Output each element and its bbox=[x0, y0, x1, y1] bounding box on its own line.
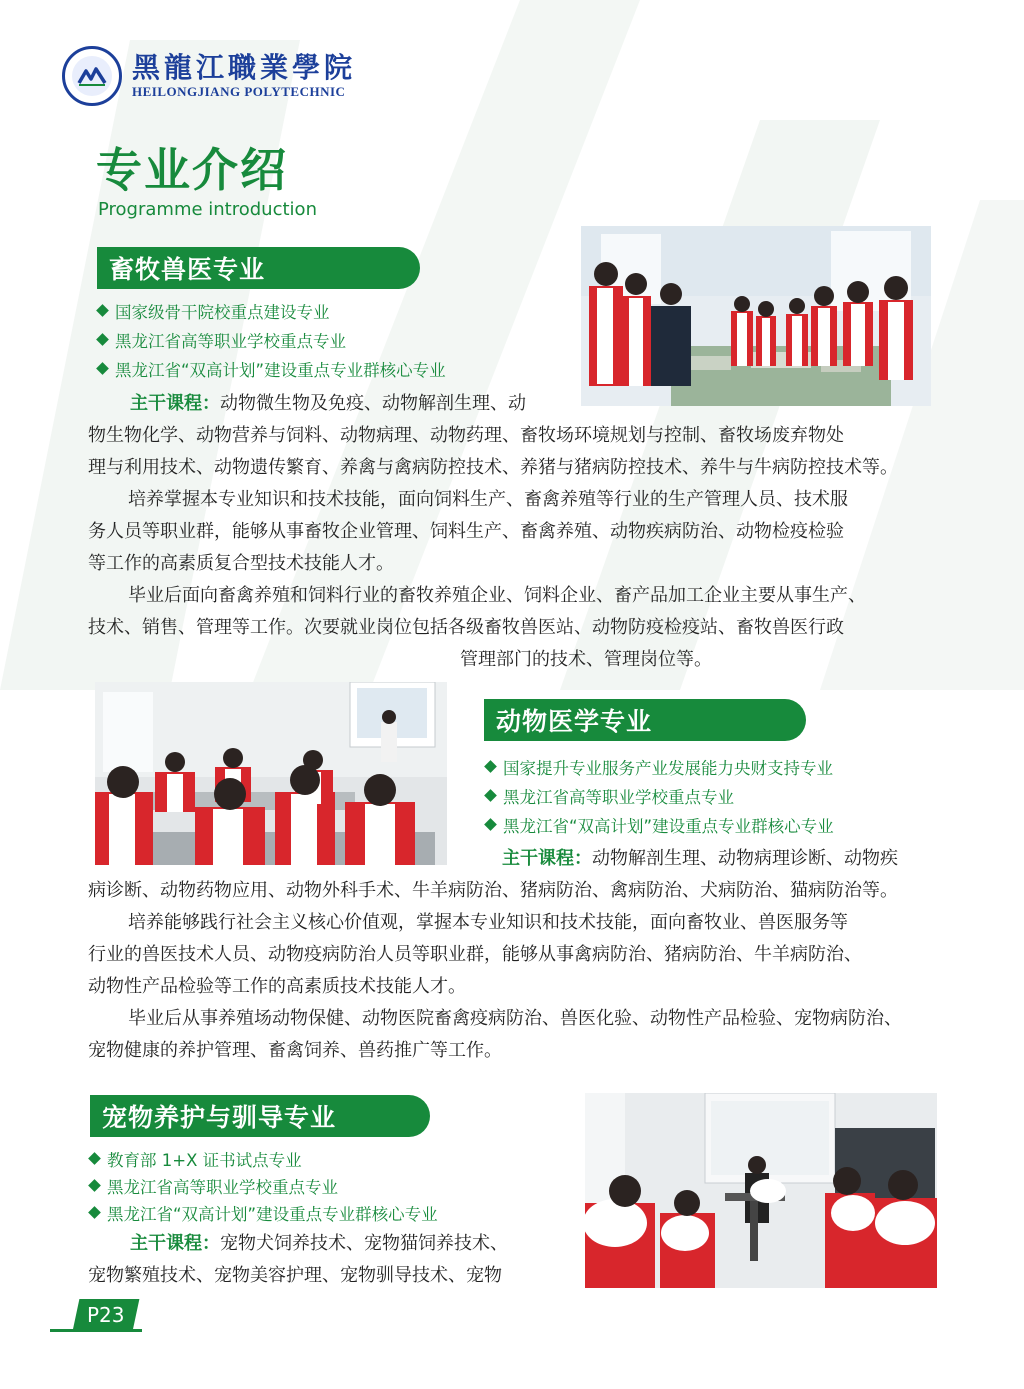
body-line: 培养掌握本专业知识和技术技能，面向饲料生产、畜禽养殖等行业的生产管理人员、技术服 bbox=[128, 489, 848, 510]
college-seal-icon bbox=[62, 46, 122, 106]
bullet-item: 黑龙江省高等职业学校重点专业 bbox=[484, 781, 834, 810]
college-logo bbox=[62, 44, 356, 108]
section-bullets-animal-husbandry bbox=[96, 296, 446, 383]
body-line: 毕业后面向畜禽养殖和饲料行业的畜牧养殖企业、饲料企业、畜产品加工企业主要从事生产、 bbox=[128, 585, 866, 606]
photo-pet-grooming-class bbox=[585, 1093, 937, 1288]
body-line: 物生物化学、动物营养与饲料、动物病理、动物药理、畜牧场环境规划与控制、畜牧场废弃物处 bbox=[88, 425, 844, 446]
bullet-item: 国家提升专业服务产业发展能力央财支持专业 bbox=[484, 752, 834, 781]
section-bullets-veterinary-medicine bbox=[484, 752, 834, 839]
page-number-underline bbox=[50, 1329, 142, 1332]
photo-classroom-lecture bbox=[95, 682, 447, 865]
body-line: 管理部门的技术、管理岗位等。 bbox=[460, 649, 712, 670]
section-heading-veterinary-medicine: 动物医学专业 bbox=[484, 699, 806, 741]
body-line: 理与利用技术、动物遗传繁育、养禽与禽病防控技术、养猪与猪病防控技术、养牛与牛病防控技术等。 bbox=[88, 457, 898, 478]
section-heading-pet-care: 宠物养护与驯导专业 bbox=[90, 1095, 430, 1137]
body-line: 技术、销售、管理等工作。次要就业岗位包括各级畜牧兽医站、动物防疫检疫站、畜牧兽医行政 bbox=[88, 617, 844, 638]
body-line: 培养能够践行社会主义核心价值观，掌握本专业知识和技术技能，面向畜牧业、兽医服务等 bbox=[128, 912, 848, 933]
bullet-item: 黑龙江省高等职业学校重点专业 bbox=[88, 1172, 438, 1199]
body-line: 主干课程：动物微生物及免疫、动物解剖生理、动 bbox=[130, 393, 526, 414]
body-line: 病诊断、动物药物应用、动物外科手术、牛羊病防治、猪病防治、禽病防治、犬病防治、猫病防治等。 bbox=[88, 880, 898, 901]
body-line: 务人员等职业群，能够从事畜牧企业管理、饲料生产、畜禽养殖、动物疾病防治、动物检疫检验 bbox=[88, 521, 844, 542]
section-heading-animal-husbandry: 畜牧兽医专业 bbox=[97, 247, 420, 289]
logo-chinese-name: 黑龍江職業學院 bbox=[132, 51, 357, 84]
photo-students-around-farm-model bbox=[581, 226, 931, 406]
page-title: 专业介绍 bbox=[96, 143, 288, 197]
body-line: 宠物健康的养护管理、畜禽饲养、兽药推广等工作。 bbox=[88, 1040, 502, 1061]
body-line: 宠物繁殖技术、宠物美容护理、宠物驯导技术、宠物 bbox=[88, 1265, 502, 1286]
bullet-item: 黑龙江省“双高计划”建设重点专业群核心专业 bbox=[484, 810, 834, 839]
bullet-item: 教育部 1+X 证书试点专业 bbox=[88, 1145, 438, 1172]
body-line: 动物性产品检验等工作的高素质技术技能人才。 bbox=[88, 976, 466, 997]
bullet-item: 黑龙江省“双高计划”建设重点专业群核心专业 bbox=[88, 1199, 438, 1226]
bullet-item: 国家级骨干院校重点建设专业 bbox=[96, 296, 446, 325]
body-line: 主干课程：宠物犬饲养技术、宠物猫饲养技术、 bbox=[130, 1233, 508, 1254]
section-body-animal-husbandry bbox=[88, 388, 948, 676]
section-body-pet-care bbox=[88, 1228, 588, 1292]
body-line: 主干课程：动物解剖生理、动物病理诊断、动物疾 bbox=[502, 848, 898, 869]
logo-english-name: HEILONGJIANG POLYTECHNIC bbox=[132, 84, 346, 99]
body-line: 行业的兽医技术人员、动物疫病防治人员等职业群，能够从事禽病防治、猪病防治、牛羊病防治、 bbox=[88, 944, 862, 965]
bullet-item: 黑龙江省高等职业学校重点专业 bbox=[96, 325, 446, 354]
bullet-item: 黑龙江省“双高计划”建设重点专业群核心专业 bbox=[96, 354, 446, 383]
section-body-veterinary-medicine bbox=[88, 843, 948, 1067]
body-line: 毕业后从事养殖场动物保健、动物医院畜禽疫病防治、兽医化验、动物性产品检验、宠物病防治、 bbox=[128, 1008, 902, 1029]
page-subtitle: Programme introduction bbox=[98, 199, 317, 220]
body-line: 等工作的高素质复合型技术技能人才。 bbox=[88, 553, 394, 574]
page-number: P23 bbox=[73, 1299, 140, 1331]
section-bullets-pet-care bbox=[88, 1145, 438, 1226]
